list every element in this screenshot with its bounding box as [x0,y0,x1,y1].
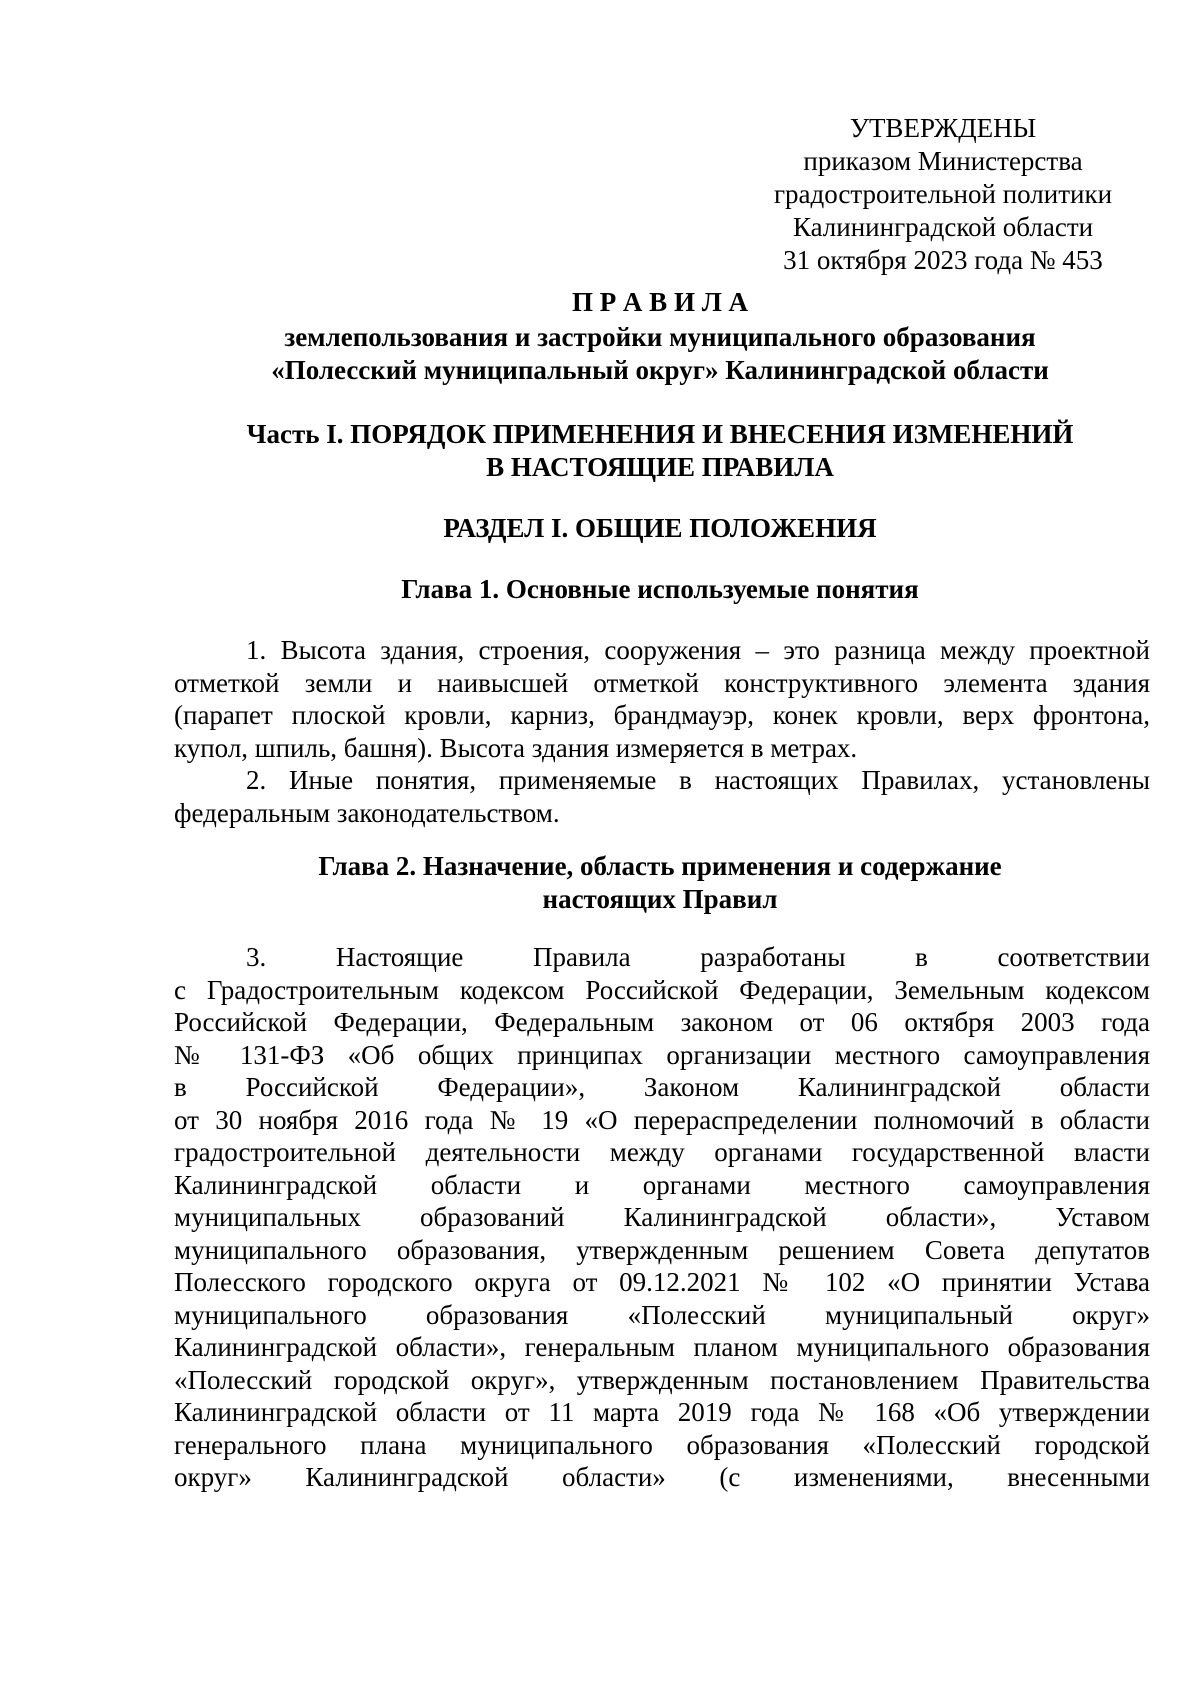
chapter-2-heading-line: настоящих Правил [542,884,778,914]
text-line: федеральным законодательством. [174,797,560,828]
text-line: Полесского городского округа от 09.12.2021 № 102 «О принятии Устава [174,1267,1150,1297]
title-subtitle-line: землепользования и застройки муниципального образования [284,322,1036,352]
text-line: муниципального образования, утвержденным решением Совета депутатов [174,1234,1150,1265]
text-line: в Российской Федерации», Законом Калининградской области [174,1072,1150,1102]
chapter-1-heading [170,573,1150,606]
chapter-2-heading [170,850,1150,916]
chapter-2-body [174,941,1150,1494]
text-line: 2. Иные понятия, применяемые в настоящих Правилах, установлены [246,765,1150,795]
chapter-2-heading-line: Глава 2. Назначение, область применения и содержание [318,851,1002,881]
text-line: Калининградской области», генеральным планом муниципального образования [174,1332,1150,1362]
text-line: № 131-ФЗ «Об общих принципах организации местного самоуправления [174,1039,1150,1070]
part-heading-line: В НАСТОЯЩИЕ ПРАВИЛА [486,452,834,482]
text-line: «Полесский городской округ», утвержденным постановлением Правительства [174,1364,1150,1395]
text-line: 3. Настоящие Правила разработаны в соответствии [246,942,1150,972]
document-title [170,286,1150,387]
text-line: муниципального образования «Полесский муниципальный округ» [174,1299,1150,1330]
text-line: муниципальных образований Калининградской области», Уставом [174,1202,1150,1232]
approval-line: Калининградской области [792,212,1094,242]
approval-block [760,112,1126,277]
text-line: Российской Федерации, Федеральным законом от 06 октября 2003 года [174,1007,1150,1037]
text-line: градостроительной деятельности между органами государственной власти [174,1137,1150,1167]
text-line: генерального плана муниципального образования «Полесский городской [174,1429,1150,1460]
section-heading [170,512,1150,545]
approval-line: приказом Министерства [803,146,1083,176]
approval-line: градостроительной политики [773,179,1113,209]
title-subtitle-line: «Полесский муниципальный округ» Калининградской области [271,355,1049,385]
approval-line: 31 октября 2023 года № 453 [783,245,1103,275]
text-line: округ» Калининградской области» (с изменениями, внесенными [174,1462,1150,1492]
approval-line: УТВЕРЖДЕНЫ [849,113,1037,143]
chapter-1-body [174,634,1150,829]
text-line: Калининградской области от 11 марта 2019 года № 168 «Об утверждении [174,1397,1150,1427]
text-line: отметкой земли и наивысшей отметкой конструктивного элемента здания [174,667,1150,698]
section-heading-line: РАЗДЕЛ I. ОБЩИЕ ПОЛОЖЕНИЯ [443,513,877,543]
paragraph-1 [174,634,1150,764]
text-line: 1. Высота здания, строения, сооружения – это разница между проектной [246,635,1150,665]
chapter-1-heading-line: Глава 1. Основные используемые понятия [401,574,919,604]
paragraph-2 [174,764,1150,829]
text-line: с Градостроительным кодексом Российской Федерации, Земельным кодексом [174,974,1150,1005]
title-word: П Р А В И Л А [571,287,749,317]
part-heading [170,418,1150,484]
text-line: (парапет плоской кровли, карниз, брандмауэр, конек кровли, верх фронтона, [174,700,1150,730]
text-line: Калининградской области и органами местного самоуправления [174,1169,1150,1200]
paragraph-3 [174,941,1150,1494]
text-line: от 30 ноября 2016 года № 19 «О перераспределении полномочий в области [174,1104,1150,1135]
text-line: купол, шпиль, башня). Высота здания измеряется в метрах. [174,732,858,763]
part-heading-line: Часть I. ПОРЯДОК ПРИМЕНЕНИЯ И ВНЕСЕНИЯ ИЗМЕНЕНИЙ [246,419,1074,449]
